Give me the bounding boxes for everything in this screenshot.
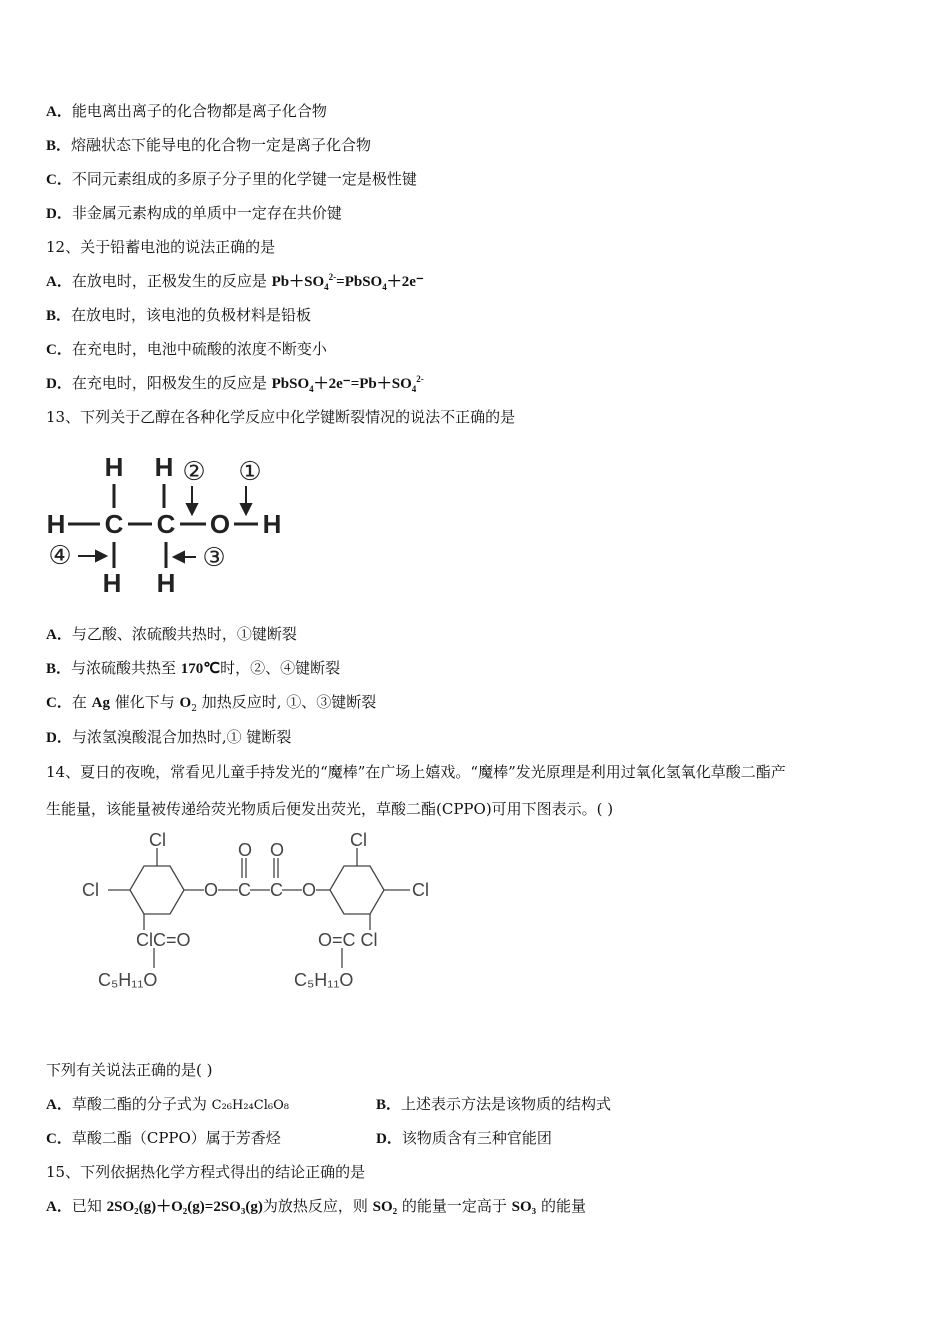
atom-c2: C xyxy=(156,509,176,539)
q12-stem: 12、关于铅蓄电池的说法正确的是 xyxy=(46,238,276,256)
atom-o: O xyxy=(209,509,231,539)
cppo-cl-top-left: Cl xyxy=(149,830,166,850)
atom-h-bottom-mid: H xyxy=(156,568,176,598)
q14-option-d: D．该物质含有三种官能团 xyxy=(376,1129,552,1147)
cppo-chain-left: C₅H₁₁O xyxy=(98,970,158,990)
bond-marker-1: ① xyxy=(238,456,262,486)
bond-marker-3: ③ xyxy=(202,542,226,572)
q11-option-b: B．熔融状态下能导电的化合物一定是离子化合物 xyxy=(46,136,372,154)
atom-c1: C xyxy=(104,509,124,539)
atom-h-left: H xyxy=(46,509,66,539)
atom-h-top-mid: H xyxy=(154,452,174,482)
q12-option-d: D．在充电时，阳极发生的反应是 $PbSO_4+2e^-=Pb+SO_4^{2-}$ xyxy=(46,374,424,394)
cppo-cl-right: Cl xyxy=(412,880,429,900)
cppo-c-right: C xyxy=(270,880,283,900)
cppo-o-left: O xyxy=(204,880,219,900)
q13-stem: 13、下列关于乙醇在各种化学反应中化学键断裂情况的说法不正确的是 xyxy=(46,408,516,426)
q13-option-b: B．与浓硫酸共热至 170℃时，②、④键断裂 xyxy=(46,659,341,677)
cppo-o-right: O xyxy=(302,880,317,900)
q15-stem: 15、下列依据热化学方程式得出的结论正确的是 xyxy=(46,1163,366,1181)
cppo-c-left: C xyxy=(238,880,251,900)
q14-sub-stem: 下列有关说法正确的是( ) xyxy=(46,1061,213,1079)
q11-option-a: A．能电离出离子的化合物都是离子化合物 xyxy=(46,102,327,120)
q13-option-c: C．在 Ag 催化下与 $O_2$ 加热反应时, ①、③键断裂 xyxy=(46,693,377,714)
q14-option-a: A．草酸二酯的分子式为 C₂₆H₂₄Cl₆O₈ xyxy=(46,1095,289,1113)
q12-option-c: C．在充电时，电池中硫酸的浓度不断变小 xyxy=(46,340,327,358)
atom-h-right: H xyxy=(262,509,282,539)
cppo-structure-diagram xyxy=(80,828,450,998)
q14-option-c: C．草酸二酯（CPPO）属于芳香烃 xyxy=(46,1129,281,1147)
cppo-ester-left: ClC=O xyxy=(136,930,191,950)
atom-h-bottom-left: H xyxy=(102,568,122,598)
bond-marker-4: ④ xyxy=(48,540,72,570)
q11-option-c: C．不同元素组成的多原子分子里的化学键一定是极性键 xyxy=(46,170,417,188)
cppo-o-top-2: O xyxy=(270,840,285,860)
q14-stem-line1: 14、夏日的夜晚，常看见儿童手持发光的“魔棒”在广场上嬉戏。“魔棒”发光原理是利用过氧化氢氧化草酸二酯产 xyxy=(46,763,786,781)
q14-option-b: B．上述表示方法是该物质的结构式 xyxy=(376,1095,612,1113)
q13-option-a: A．与乙酸、浓硫酸共热时，①键断裂 xyxy=(46,625,297,643)
atom-h-top-left: H xyxy=(104,452,124,482)
cppo-chain-right: C₅H₁₁O xyxy=(294,970,354,990)
q11-option-d: D．非金属元素构成的单质中一定存在共价键 xyxy=(46,204,342,222)
q12-option-a: A．在放电时，正极发生的反应是 $Pb+SO_4^{2-}=PbSO_4+2e^-$ xyxy=(46,272,424,292)
cppo-ester-right: O=C Cl xyxy=(318,930,378,950)
cppo-cl-top-right: Cl xyxy=(350,830,367,850)
q13-option-d: D．与浓氢溴酸混合加热时,① 键断裂 xyxy=(46,728,292,746)
bond-marker-2: ② xyxy=(182,456,206,486)
cppo-o-top-1: O xyxy=(238,840,253,860)
ethanol-bond-diagram xyxy=(44,446,294,606)
q14-stem-line2: 生能量，该能量被传递给荧光物质后便发出荧光，草酸二酯(CPPO)可用下图表示。( ) xyxy=(46,800,614,818)
q15-option-a: A．已知 2SO₂(g)＋O₂(g)=2SO₃(g)为放热反应，则 SO₂ 的能量一定高于 SO₃ 的能量 xyxy=(46,1197,586,1215)
cppo-cl-left: Cl xyxy=(82,880,99,900)
q12-option-b: B．在放电时，该电池的负极材料是铅板 xyxy=(46,306,312,324)
